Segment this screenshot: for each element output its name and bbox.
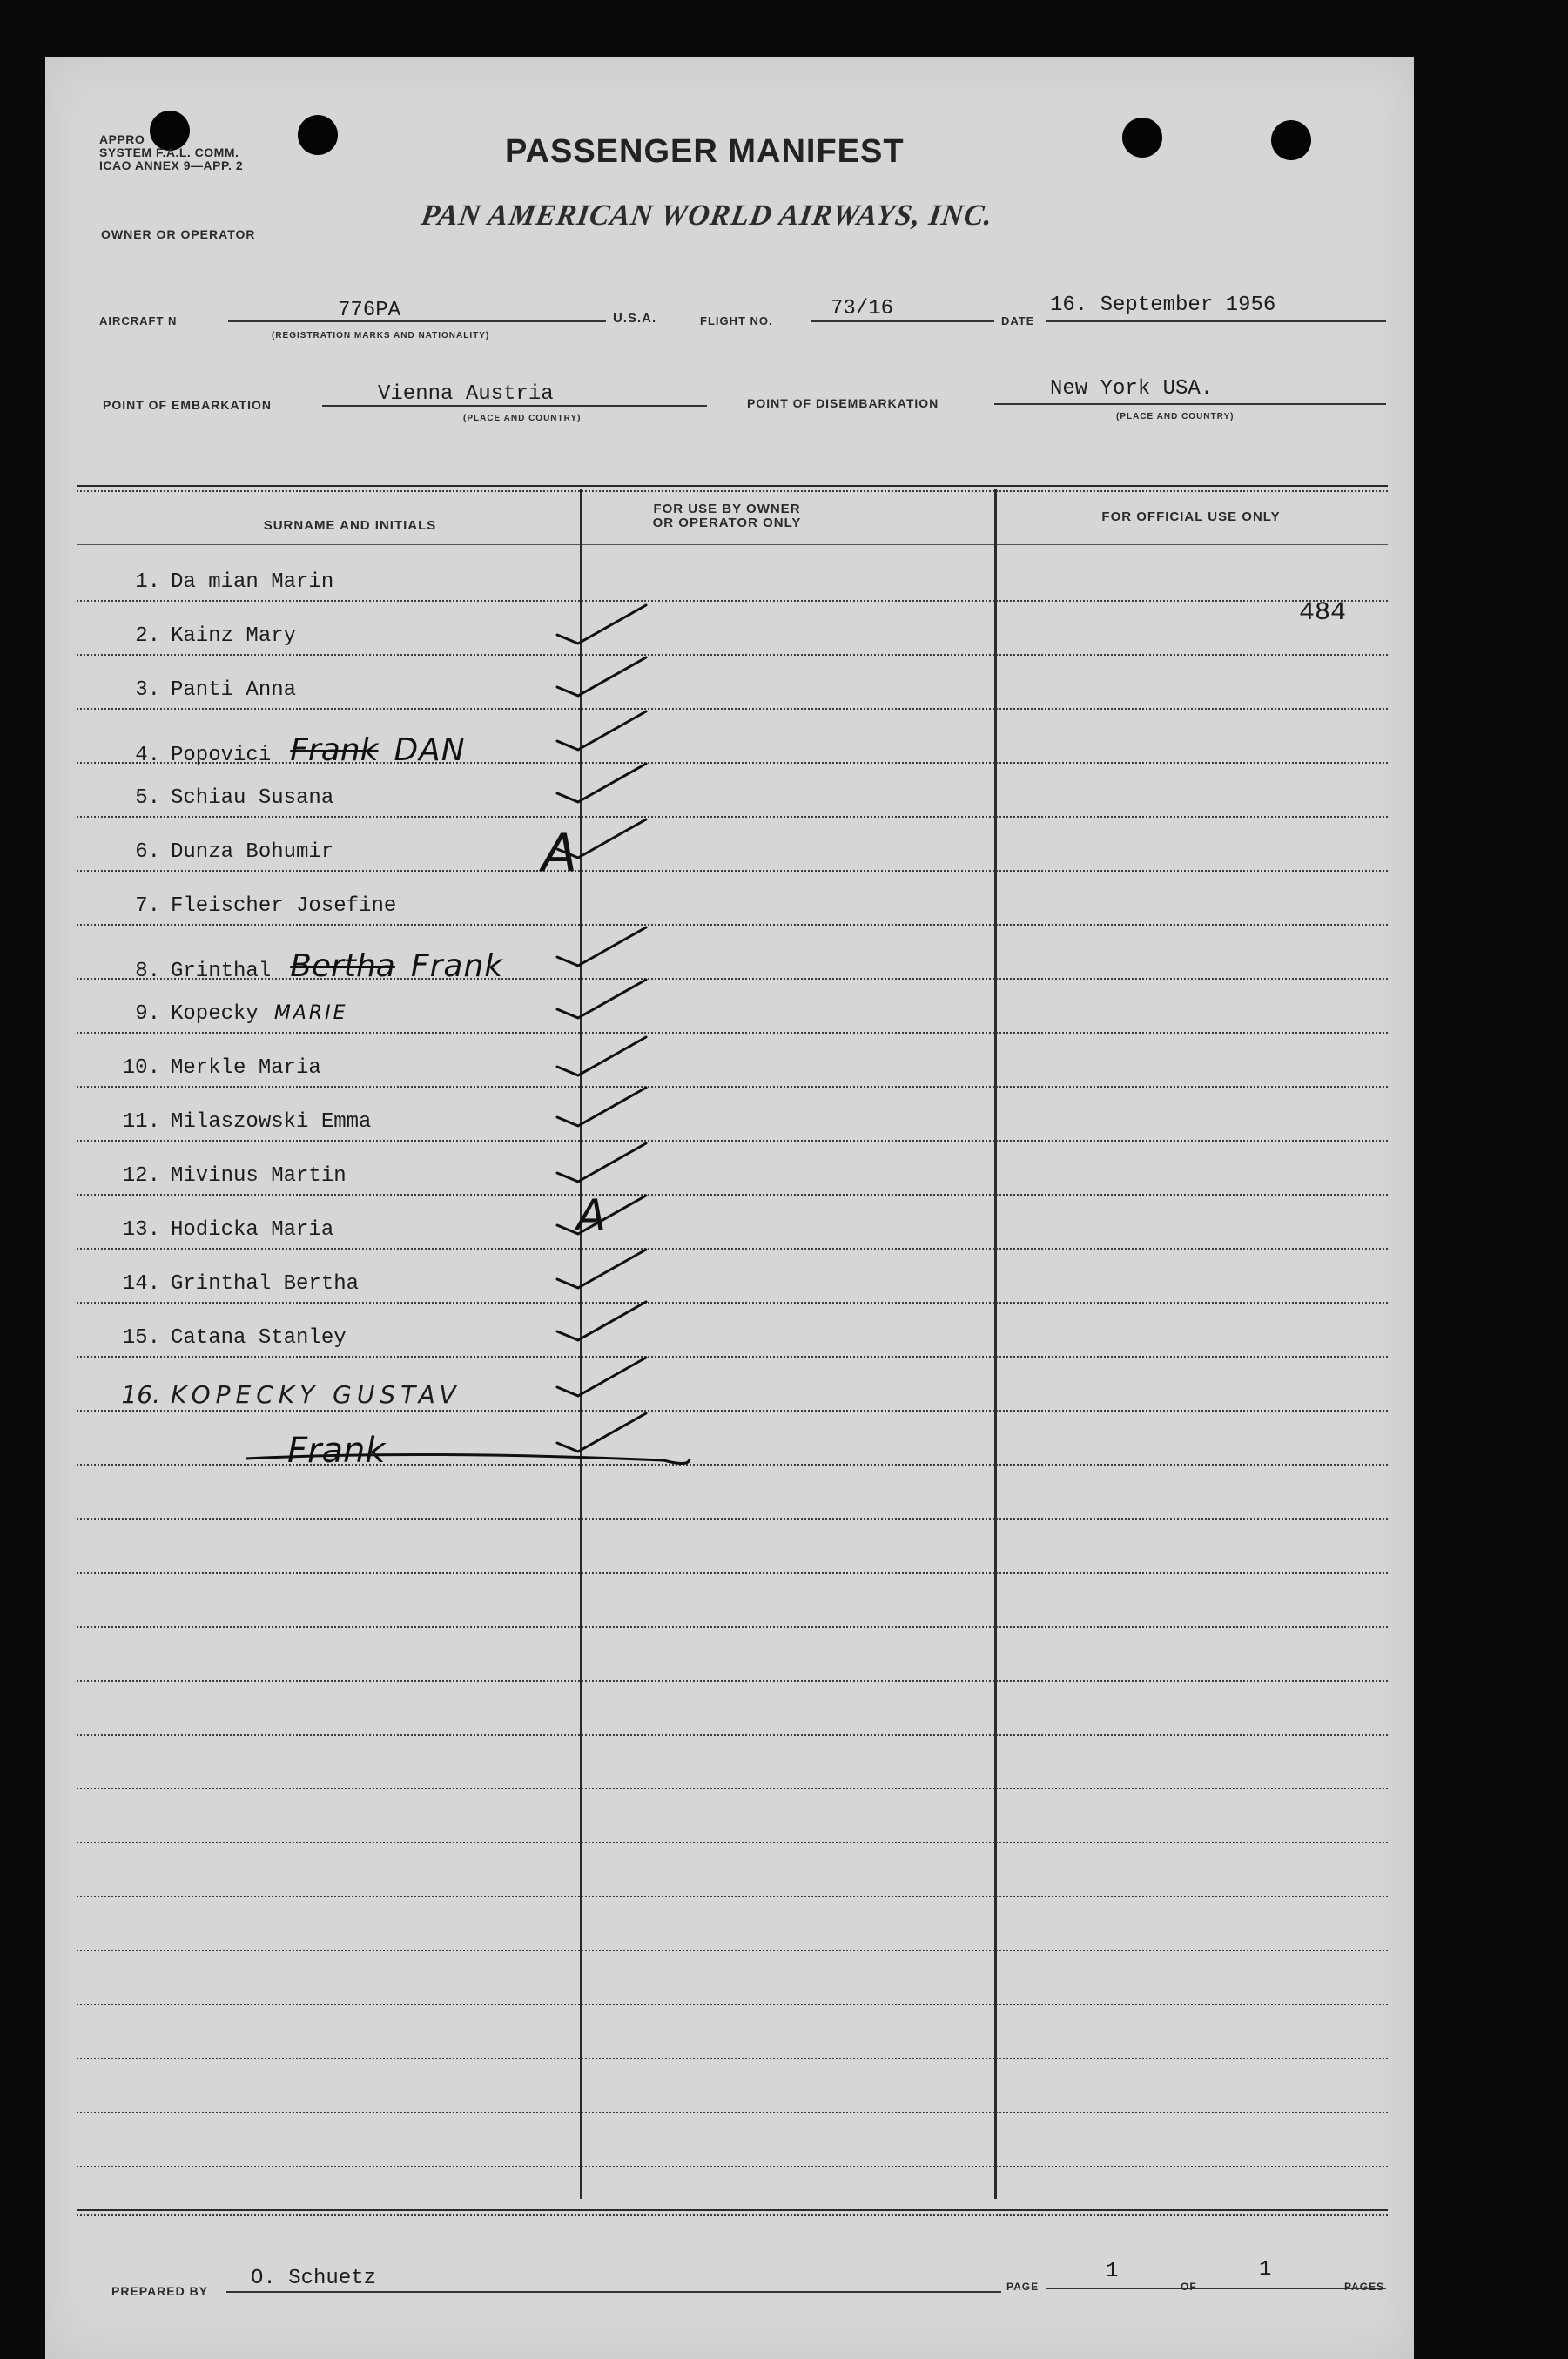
check-mark: [557, 1302, 646, 1340]
hand-name: Frank: [410, 948, 504, 984]
passenger-number: 11.: [122, 1110, 160, 1134]
of-value: 1: [1259, 2258, 1272, 2281]
struck-hand-name: Bertha: [290, 948, 395, 984]
passenger-number: 9.: [135, 1002, 160, 1026]
official-note: 484: [1299, 598, 1347, 628]
hand-name: MARIE: [273, 1002, 348, 1024]
passenger-number: 6.: [135, 840, 160, 864]
flight-no-value: 73/16: [831, 297, 894, 320]
embarkation-value: Vienna Austria: [378, 382, 554, 406]
of-label: OF: [1181, 2281, 1197, 2293]
page-value: 1: [1106, 2260, 1119, 2283]
aircraft-value: 776PA: [338, 299, 401, 322]
passenger-number: 10.: [122, 1056, 160, 1080]
page-label: PAGE: [1006, 2281, 1040, 2293]
check-mark: [557, 764, 646, 802]
check-mark: [557, 1143, 646, 1182]
passenger-name: Milaszowski Emma: [171, 1110, 372, 1134]
column-header-names: SURNAME AND INITIALS: [263, 518, 437, 533]
passenger-number: 7.: [135, 894, 160, 918]
extra-hand-entry: Frank: [287, 1431, 386, 1471]
passenger-name: Dunza Bohumir: [171, 840, 334, 864]
check-mark: [557, 1196, 646, 1234]
passenger-name: Da mian Marin: [171, 570, 334, 594]
passenger-name: Mivinus Martin: [171, 1164, 347, 1188]
owner-label: OWNER OR OPERATOR: [101, 227, 256, 241]
check-mark: [557, 1088, 646, 1126]
disembarkation-value: New York USA.: [1050, 377, 1214, 401]
flight-no-label: FLIGHT NO.: [700, 314, 773, 327]
check-mark: [557, 711, 646, 750]
passenger-name: Hodicka Maria: [171, 1218, 334, 1242]
table-bottom-rule-dotted: [77, 2214, 1388, 2216]
check-mark: [557, 1250, 646, 1288]
passenger-number: 3.: [135, 678, 160, 702]
disembarkation-label: POINT OF DISEMBARKATION: [747, 396, 939, 410]
check-mark: [557, 1413, 646, 1452]
registration-caption: (REGISTRATION MARKS AND NATIONALITY): [272, 331, 490, 340]
column-header-official-use: FOR OFFICIAL USE ONLY: [1101, 509, 1281, 524]
approval-line-2: SYSTEM F.A.L. COMM.: [99, 145, 239, 159]
date-label: DATE: [1001, 314, 1035, 327]
passenger-number: 2.: [135, 624, 160, 648]
passenger-name: KOPECKY GUSTAV: [171, 1380, 461, 1409]
passenger-number: 5.: [135, 786, 160, 810]
check-mark: [557, 927, 646, 966]
passenger-name: Schiau Susana: [171, 786, 334, 810]
approval-line-3: ICAO ANNEX 9—APP. 2: [99, 158, 244, 172]
passenger-number: 8.: [135, 960, 160, 983]
approval-line-1: APPRO: [99, 132, 145, 146]
passenger-number: 16.: [121, 1380, 160, 1409]
annotation-letter: A: [576, 1190, 607, 1241]
owner-use-line-2: OR OPERATOR ONLY: [652, 516, 802, 530]
date-value: 16. September 1956: [1050, 293, 1276, 317]
owner-value: PAN AMERICAN WORLD AIRWAYS, INC.: [419, 199, 995, 232]
aircraft-label: AIRCRAFT N: [99, 314, 178, 327]
passenger-number: 12.: [122, 1164, 160, 1188]
embarkation-label: POINT OF EMBARKATION: [103, 398, 272, 412]
struck-hand-name: Frank: [290, 732, 379, 768]
prepared-value: O. Schuetz: [251, 2267, 377, 2290]
passenger-number: 1.: [135, 570, 160, 594]
prepared-label: PREPARED BY: [111, 2284, 209, 2298]
passenger-name: Grinthal Bertha: [171, 1272, 360, 1296]
prepared-line: [226, 2291, 1001, 2293]
passenger-name: Merkle Maria: [171, 1056, 321, 1080]
table-bottom-rule: [77, 2209, 1388, 2211]
hand-name: DAN: [394, 732, 466, 768]
owner-use-line-1: FOR USE BY OWNER: [653, 502, 801, 516]
check-mark: [557, 980, 646, 1018]
check-mark: [557, 819, 646, 858]
passenger-name: Fleischer Josefine: [171, 894, 397, 918]
passenger-name: Catana Stanley: [171, 1326, 347, 1350]
passenger-name: Panti Anna: [171, 678, 297, 702]
passenger-number: 15.: [122, 1326, 160, 1350]
embarkation-caption: (PLACE AND COUNTRY): [463, 414, 582, 423]
passenger-name: Grinthal: [171, 960, 272, 983]
manifest-sheet: [45, 57, 1414, 2359]
passenger-name: Kainz Mary: [171, 624, 297, 648]
passenger-name: Kopecky: [171, 1002, 259, 1026]
check-mark: [557, 1037, 646, 1075]
check-mark: [557, 1358, 646, 1396]
usa-label: U.S.A.: [613, 311, 657, 326]
check-marks: [45, 57, 1414, 2359]
page-title: PASSENGER MANIFEST: [505, 133, 905, 170]
disembarkation-caption: (PLACE AND COUNTRY): [1116, 412, 1235, 421]
passenger-number: 4.: [135, 744, 160, 767]
passenger-name: Popovici: [171, 744, 272, 767]
passenger-number: 14.: [122, 1272, 160, 1296]
strike-scribble: [246, 1454, 690, 1463]
passenger-number: 13.: [122, 1218, 160, 1242]
check-mark: [557, 605, 646, 644]
check-mark: [557, 657, 646, 696]
pages-label: PAGES: [1344, 2281, 1385, 2293]
annotation-letter: A: [542, 823, 578, 884]
